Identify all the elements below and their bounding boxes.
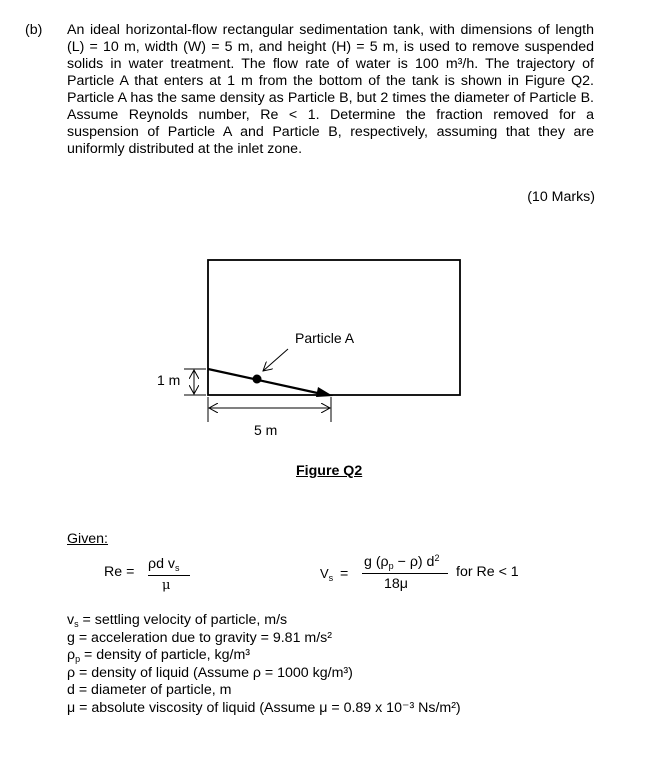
- settling-velocity-equation: [320, 554, 550, 596]
- length-dim-label: 5 m: [254, 422, 278, 438]
- tank-outline: [208, 260, 460, 395]
- definition-item: μ = absolute viscosity of liquid (Assume μ = 0.89 x 10⁻³ Ns/m²): [67, 699, 461, 716]
- part-label: (b): [25, 22, 43, 38]
- question-text: An ideal horizontal-flow rectangular sedimentation tank, with dimensions of length (L) = 10 m, width (W) = 5 m, and height (H) = 5 m, is used to remove suspended solids in water treatment. The flow rate of water is 100 m³/h. The trajectory of Particle A that enters at 1 m from the bottom of the tank is shown in Figure Q2. Particle A has the same density as Particle B, but 2 times the diameter of Particle B. Assume Reynolds number, Re < 1. Determine the fraction removed for a suspension of Particle A and Particle B, respectively, assuming that they are uniformly distributed at the inlet zone.: [67, 22, 594, 157]
- pointer-arrow: [263, 349, 288, 371]
- definition-item: g = acceleration due to gravity = 9.81 m/s²: [67, 629, 332, 646]
- particle-a-dot: [253, 375, 262, 384]
- definition-item: d = diameter of particle, m: [67, 682, 232, 698]
- marks-label: (10 Marks): [527, 189, 595, 205]
- vs-denominator: 18μ: [384, 576, 408, 592]
- definition-item: ρ = density of liquid (Assume ρ = 1000 kg/m³): [67, 664, 353, 681]
- height-dim-label: 1 m: [157, 372, 181, 388]
- vs-equals: =: [340, 566, 349, 582]
- re-lhs: Re =: [104, 564, 135, 580]
- vs-numerator: g $(\rho_p - \rho)$ $d^2$: [364, 553, 440, 571]
- vs-lhs: $V_s$: [320, 566, 334, 583]
- re-numerator: ρd $v_s$: [148, 556, 180, 573]
- reynolds-equation: [104, 558, 204, 598]
- trajectory-line: [208, 369, 322, 394]
- definition-item: $\rho_p$ = density of particle, kg/m³: [67, 647, 251, 664]
- definitions-list: [67, 612, 461, 717]
- re-fraction-bar: [148, 575, 190, 576]
- re-denominator: μ: [162, 578, 171, 593]
- particle-a-label: Particle A: [295, 330, 355, 346]
- vs-fraction-bar: [362, 573, 448, 574]
- figure-caption: Figure Q2: [296, 463, 363, 479]
- figure-q2-diagram: [140, 245, 480, 445]
- given-heading: Given:: [67, 531, 109, 547]
- trajectory-arrowhead: [316, 387, 333, 397]
- definition-item: $v_s$ = settling velocity of particle, m/s: [67, 612, 288, 629]
- re-condition: for Re < 1: [456, 564, 519, 580]
